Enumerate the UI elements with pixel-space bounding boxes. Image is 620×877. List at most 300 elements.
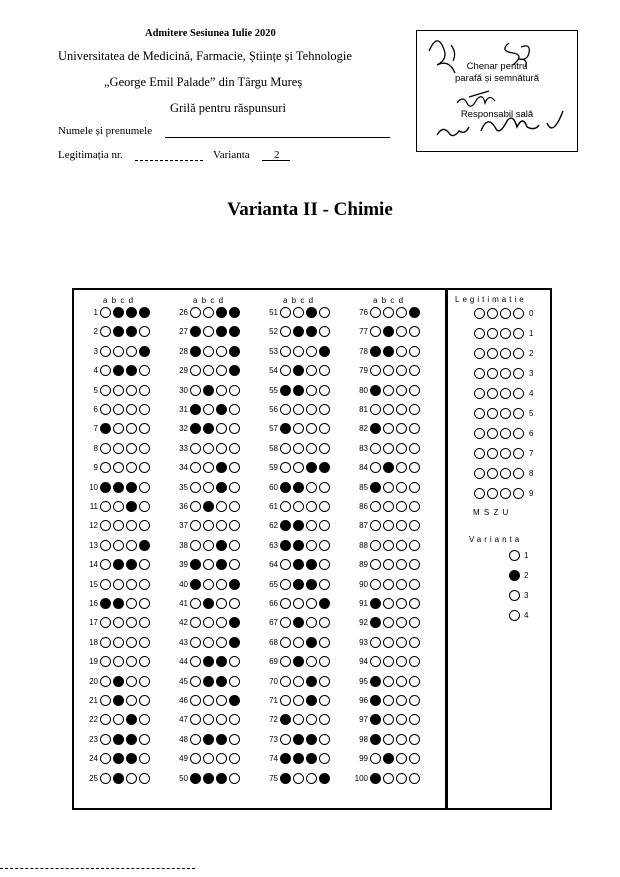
answer-bubble[interactable] (216, 501, 227, 512)
answer-bubble[interactable] (409, 443, 420, 454)
answer-bubble[interactable] (139, 695, 150, 706)
answer-bubble[interactable] (370, 385, 381, 396)
answer-bubble[interactable] (229, 676, 240, 687)
answer-bubble[interactable] (126, 501, 137, 512)
answer-bubble[interactable] (216, 307, 227, 318)
answer-bubble[interactable] (306, 482, 317, 493)
answer-bubble[interactable] (216, 443, 227, 454)
question-number: 12 (89, 521, 98, 531)
answer-bubble[interactable] (190, 579, 201, 590)
answer-bubble[interactable] (370, 307, 381, 318)
answer-bubble[interactable] (203, 482, 214, 493)
answer-bubble[interactable] (319, 637, 330, 648)
answer-bubble[interactable] (383, 501, 394, 512)
answer-bubble[interactable] (190, 598, 201, 609)
legitimatie-bubble[interactable] (500, 408, 511, 419)
answer-bubble[interactable] (139, 598, 150, 609)
answer-bubble[interactable] (113, 598, 124, 609)
answer-bubble[interactable] (370, 404, 381, 415)
answer-bubble[interactable] (396, 734, 407, 745)
answer-bubble[interactable] (293, 307, 304, 318)
legitimatie-bubble[interactable] (500, 468, 511, 479)
answer-bubble[interactable] (319, 346, 330, 357)
answer-bubble[interactable] (370, 773, 381, 784)
answer-bubble[interactable] (203, 773, 214, 784)
legitimatie-bubble[interactable] (513, 488, 524, 499)
answer-bubble[interactable] (319, 385, 330, 396)
answer-bubble[interactable] (203, 734, 214, 745)
legitimatie-bubble[interactable] (500, 428, 511, 439)
answer-bubble[interactable] (100, 346, 111, 357)
question-number: 3 (93, 346, 98, 356)
answer-bubble[interactable] (409, 579, 420, 590)
legitimatie-bubble[interactable] (500, 348, 511, 359)
answer-bubble[interactable] (409, 734, 420, 745)
answer-bubble[interactable] (306, 598, 317, 609)
answer-bubble[interactable] (396, 579, 407, 590)
answer-bubble[interactable] (280, 443, 291, 454)
answer-bubble[interactable] (100, 695, 111, 706)
answer-bubble[interactable] (319, 404, 330, 415)
answer-bubble[interactable] (280, 579, 291, 590)
answer-bubble[interactable] (383, 540, 394, 551)
answer-bubble[interactable] (126, 346, 137, 357)
answer-bubble[interactable] (383, 307, 394, 318)
answer-bubble[interactable] (409, 676, 420, 687)
answer-bubble[interactable] (203, 346, 214, 357)
legitimatie-digit: 9 (529, 489, 534, 498)
legitimatie-bubble[interactable] (513, 308, 524, 319)
answer-bubble[interactable] (396, 443, 407, 454)
answer-bubble[interactable] (319, 598, 330, 609)
legitimatie-bubble[interactable] (474, 308, 485, 319)
answer-bubble[interactable] (229, 443, 240, 454)
answer-bubble[interactable] (306, 307, 317, 318)
answer-bubble[interactable] (113, 676, 124, 687)
answer-bubble[interactable] (100, 482, 111, 493)
answer-bubble[interactable] (370, 695, 381, 706)
answer-bubble[interactable] (383, 346, 394, 357)
legitimatie-digit: 2 (529, 349, 534, 358)
answer-bubble[interactable] (113, 404, 124, 415)
answer-bubble[interactable] (190, 676, 201, 687)
answer-bubble[interactable] (190, 637, 201, 648)
answer-bubble[interactable] (113, 385, 124, 396)
answer-bubble[interactable] (293, 540, 304, 551)
answer-bubble[interactable] (100, 773, 111, 784)
answer-bubble[interactable] (216, 676, 227, 687)
answer-bubble[interactable] (126, 637, 137, 648)
answer-bubble[interactable] (216, 579, 227, 590)
answer-bubble[interactable] (229, 773, 240, 784)
legitimatie-bubble[interactable] (474, 368, 485, 379)
answer-bubble[interactable] (319, 695, 330, 706)
answer-bubble[interactable] (113, 482, 124, 493)
answer-bubble[interactable] (100, 579, 111, 590)
stamp-line2: parafă și semnătură (455, 73, 539, 84)
answer-bubble[interactable] (203, 598, 214, 609)
answer-bubble[interactable] (126, 598, 137, 609)
answer-bubble[interactable] (383, 482, 394, 493)
answer-bubble[interactable] (190, 307, 201, 318)
answer-bubble[interactable] (100, 637, 111, 648)
answer-bubble[interactable] (409, 346, 420, 357)
legitimatie-bubble[interactable] (487, 388, 498, 399)
legitimatie-bubble[interactable] (500, 328, 511, 339)
answer-bubble[interactable] (280, 676, 291, 687)
answer-bubble[interactable] (190, 734, 201, 745)
answer-bubble[interactable] (293, 346, 304, 357)
answer-bubble[interactable] (203, 695, 214, 706)
answer-bubble[interactable] (203, 404, 214, 415)
answer-bubble[interactable] (319, 482, 330, 493)
answer-bubble[interactable] (216, 734, 227, 745)
answer-bubble[interactable] (396, 482, 407, 493)
varianta-label: 4 (524, 611, 529, 620)
answer-bubble[interactable] (203, 637, 214, 648)
answer-bubble[interactable] (203, 540, 214, 551)
answer-bubble[interactable] (216, 482, 227, 493)
answer-bubble[interactable] (190, 385, 201, 396)
answer-bubble[interactable] (190, 501, 201, 512)
question-number: 89 (359, 560, 368, 570)
answer-bubble[interactable] (293, 676, 304, 687)
answer-bubble[interactable] (126, 540, 137, 551)
answer-bubble[interactable] (216, 346, 227, 357)
answer-bubble[interactable] (396, 385, 407, 396)
answer-bubble[interactable] (216, 540, 227, 551)
answer-bubble[interactable] (113, 307, 124, 318)
legitimatie-bubble[interactable] (500, 388, 511, 399)
answer-bubble[interactable] (319, 307, 330, 318)
answer-bubble[interactable] (190, 482, 201, 493)
answer-bubble[interactable] (216, 773, 227, 784)
answer-bubble[interactable] (396, 346, 407, 357)
answer-bubble[interactable] (396, 307, 407, 318)
legitimatie-bubble[interactable] (513, 408, 524, 419)
legitimatie-bubble[interactable] (474, 448, 485, 459)
answer-bubble[interactable] (306, 637, 317, 648)
answer-bubble[interactable] (409, 637, 420, 648)
answer-bubble[interactable] (100, 501, 111, 512)
answer-bubble[interactable] (280, 307, 291, 318)
answer-bubble[interactable] (113, 579, 124, 590)
legitimatie-bubble[interactable] (487, 448, 498, 459)
answer-bubble[interactable] (409, 540, 420, 551)
answer-bubble[interactable] (126, 734, 137, 745)
answer-bubble[interactable] (396, 773, 407, 784)
answer-bubble[interactable] (409, 404, 420, 415)
answer-bubble[interactable] (216, 385, 227, 396)
answer-bubble[interactable] (409, 501, 420, 512)
answer-bubble[interactable] (203, 385, 214, 396)
answer-bubble[interactable] (229, 734, 240, 745)
answer-bubble[interactable] (190, 346, 201, 357)
answer-bubble[interactable] (126, 404, 137, 415)
answer-bubble[interactable] (113, 540, 124, 551)
answer-bubble[interactable] (229, 501, 240, 512)
answer-bubble[interactable] (409, 482, 420, 493)
answer-bubble[interactable] (126, 307, 137, 318)
answer-bubble[interactable] (370, 598, 381, 609)
name-field[interactable] (165, 137, 390, 138)
legitimatie-bubble[interactable] (474, 428, 485, 439)
legitimatie-bubble[interactable] (474, 468, 485, 479)
answer-bubble[interactable] (306, 676, 317, 687)
answer-bubble[interactable] (306, 501, 317, 512)
answer-bubble[interactable] (203, 443, 214, 454)
legitimatie-bubble[interactable] (487, 348, 498, 359)
answer-bubble[interactable] (190, 773, 201, 784)
answer-bubble[interactable] (100, 404, 111, 415)
answer-bubble[interactable] (306, 540, 317, 551)
legitimatie-bubble[interactable] (500, 308, 511, 319)
question-number: 92 (359, 618, 368, 628)
legitimatie-bubble[interactable] (474, 488, 485, 499)
varianta-bubble[interactable] (509, 590, 520, 601)
legitimatie-bubble[interactable] (487, 468, 498, 479)
answer-bubble[interactable] (139, 385, 150, 396)
answer-bubble[interactable] (139, 346, 150, 357)
answer-bubble[interactable] (306, 773, 317, 784)
answer-bubble[interactable] (280, 773, 291, 784)
answer-bubble[interactable] (229, 404, 240, 415)
answer-bubble[interactable] (280, 695, 291, 706)
answer-bubble[interactable] (126, 482, 137, 493)
answer-bubble[interactable] (190, 540, 201, 551)
answer-bubble[interactable] (113, 637, 124, 648)
legitimatie-bubble[interactable] (474, 328, 485, 339)
answer-bubble[interactable] (126, 695, 137, 706)
answer-bubble[interactable] (293, 598, 304, 609)
answer-bubble[interactable] (396, 676, 407, 687)
answer-bubble[interactable] (319, 540, 330, 551)
answer-bubble[interactable] (319, 773, 330, 784)
legitimatie-bubble[interactable] (513, 468, 524, 479)
answer-bubble[interactable] (409, 307, 420, 318)
answer-bubble[interactable] (396, 695, 407, 706)
answer-bubble[interactable] (190, 404, 201, 415)
answer-bubble[interactable] (126, 773, 137, 784)
answer-bubble[interactable] (139, 540, 150, 551)
legitimatie-bubble[interactable] (474, 388, 485, 399)
answer-bubble[interactable] (113, 443, 124, 454)
legitimatie-bubble[interactable] (474, 408, 485, 419)
legitimatie-bubble[interactable] (487, 488, 498, 499)
varianta-bubble[interactable] (509, 550, 520, 561)
answer-bubble[interactable] (126, 385, 137, 396)
answer-bubble[interactable] (293, 443, 304, 454)
answer-bubble[interactable] (216, 404, 227, 415)
answer-bubble[interactable] (139, 307, 150, 318)
answer-bubble[interactable] (383, 734, 394, 745)
legitimatie-bubble[interactable] (513, 348, 524, 359)
answer-bubble[interactable] (383, 385, 394, 396)
answer-bubble[interactable] (319, 676, 330, 687)
question-number: 72 (269, 715, 278, 725)
answer-bubble[interactable] (229, 598, 240, 609)
id-field[interactable] (135, 160, 203, 161)
answer-bubble[interactable] (409, 598, 420, 609)
answer-bubble[interactable] (216, 637, 227, 648)
answer-bubble[interactable] (383, 676, 394, 687)
answer-bubble[interactable] (293, 385, 304, 396)
answer-bubble[interactable] (126, 579, 137, 590)
answer-bubble[interactable] (280, 385, 291, 396)
answer-bubble[interactable] (306, 404, 317, 415)
answer-bubble[interactable] (383, 404, 394, 415)
answer-bubble[interactable] (139, 443, 150, 454)
legitimatie-bubble[interactable] (513, 388, 524, 399)
answer-bubble[interactable] (370, 637, 381, 648)
answer-bubble[interactable] (139, 773, 150, 784)
answer-bubble[interactable] (100, 443, 111, 454)
legitimatie-bubble[interactable] (487, 328, 498, 339)
answer-bubble[interactable] (100, 734, 111, 745)
answer-bubble[interactable] (293, 734, 304, 745)
answer-bubble[interactable] (383, 773, 394, 784)
answer-bubble[interactable] (139, 579, 150, 590)
answer-bubble[interactable] (383, 579, 394, 590)
answer-bubble[interactable] (306, 579, 317, 590)
answer-bubble[interactable] (293, 695, 304, 706)
question-number: 39 (179, 560, 188, 570)
legitimatie-bubble[interactable] (513, 448, 524, 459)
answer-bubble[interactable] (306, 385, 317, 396)
question-number: 74 (269, 754, 278, 764)
answer-bubble[interactable] (139, 482, 150, 493)
answer-bubble[interactable] (280, 482, 291, 493)
answer-bubble[interactable] (293, 773, 304, 784)
answer-bubble[interactable] (229, 695, 240, 706)
answer-bubble[interactable] (383, 443, 394, 454)
answer-bubble[interactable] (216, 695, 227, 706)
answer-bubble[interactable] (306, 734, 317, 745)
legitimatie-bubble[interactable] (500, 368, 511, 379)
legitimatie-bubble[interactable] (487, 428, 498, 439)
answer-bubble[interactable] (113, 773, 124, 784)
answer-bubble[interactable] (190, 443, 201, 454)
answer-bubble[interactable] (306, 695, 317, 706)
answer-bubble[interactable] (396, 540, 407, 551)
answer-bubble[interactable] (319, 734, 330, 745)
answer-bubble[interactable] (370, 482, 381, 493)
answer-bubble[interactable] (203, 501, 214, 512)
legitimatie-bubble[interactable] (500, 448, 511, 459)
answer-bubble[interactable] (370, 734, 381, 745)
answer-bubble[interactable] (100, 540, 111, 551)
answer-bubble[interactable] (293, 579, 304, 590)
varianta-bubble[interactable] (509, 570, 520, 581)
legitimatie-bubble[interactable] (487, 308, 498, 319)
answer-bubble[interactable] (229, 540, 240, 551)
answer-bubble[interactable] (229, 307, 240, 318)
answer-bubble[interactable] (229, 385, 240, 396)
answer-bubble[interactable] (113, 695, 124, 706)
question-number: 34 (179, 463, 188, 473)
answer-bubble[interactable] (280, 637, 291, 648)
answer-bubble[interactable] (100, 385, 111, 396)
answer-bubble[interactable] (370, 540, 381, 551)
answer-bubble[interactable] (139, 501, 150, 512)
answer-bubble[interactable] (306, 443, 317, 454)
legitimatie-bubble[interactable] (513, 428, 524, 439)
answer-bubble[interactable] (280, 598, 291, 609)
answer-bubble[interactable] (216, 598, 227, 609)
answer-bubble[interactable] (139, 637, 150, 648)
answer-bubble[interactable] (280, 540, 291, 551)
answer-bubble[interactable] (100, 676, 111, 687)
legitimatie-bubble[interactable] (513, 328, 524, 339)
answer-bubble[interactable] (113, 346, 124, 357)
answer-bubble[interactable] (293, 501, 304, 512)
varianta-bubble[interactable] (509, 610, 520, 621)
answer-bubble[interactable] (293, 637, 304, 648)
question-number: 82 (359, 424, 368, 434)
answer-bubble[interactable] (113, 501, 124, 512)
answer-bubble[interactable] (113, 734, 124, 745)
answer-bubble[interactable] (293, 404, 304, 415)
answer-bubble[interactable] (319, 501, 330, 512)
answer-bubble[interactable] (229, 346, 240, 357)
answer-bubble[interactable] (370, 346, 381, 357)
answer-bubble[interactable] (100, 307, 111, 318)
answer-bubble[interactable] (126, 443, 137, 454)
legitimatie-bubble[interactable] (500, 488, 511, 499)
answer-bubble[interactable] (383, 637, 394, 648)
legitimatie-bubble[interactable] (513, 368, 524, 379)
answer-bubble[interactable] (396, 404, 407, 415)
answer-bubble[interactable] (100, 598, 111, 609)
answer-bubble[interactable] (280, 501, 291, 512)
answer-bubble[interactable] (396, 501, 407, 512)
answer-bubble[interactable] (383, 695, 394, 706)
answer-bubble[interactable] (409, 773, 420, 784)
legitimatie-bubble[interactable] (487, 408, 498, 419)
answer-bubble[interactable] (126, 676, 137, 687)
answer-bubble[interactable] (280, 404, 291, 415)
answer-bubble[interactable] (370, 579, 381, 590)
answer-bubble[interactable] (370, 676, 381, 687)
answer-bubble[interactable] (229, 579, 240, 590)
answer-bubble[interactable] (280, 346, 291, 357)
answer-bubble[interactable] (203, 579, 214, 590)
answer-bubble[interactable] (139, 404, 150, 415)
question-number: 23 (89, 734, 98, 744)
answer-bubble[interactable] (293, 482, 304, 493)
answer-bubble[interactable] (139, 734, 150, 745)
answer-bubble[interactable] (409, 695, 420, 706)
answer-bubble[interactable] (229, 482, 240, 493)
answer-bubble[interactable] (229, 637, 240, 648)
answer-bubble[interactable] (396, 637, 407, 648)
answer-bubble[interactable] (383, 598, 394, 609)
answer-bubble[interactable] (370, 443, 381, 454)
answer-bubble[interactable] (203, 676, 214, 687)
answer-bubble[interactable] (396, 598, 407, 609)
answer-bubble[interactable] (280, 734, 291, 745)
answer-bubble[interactable] (319, 443, 330, 454)
answer-bubble[interactable] (370, 501, 381, 512)
answer-bubble[interactable] (319, 579, 330, 590)
legitimatie-bubble[interactable] (487, 368, 498, 379)
answer-bubble[interactable] (409, 385, 420, 396)
answer-bubble[interactable] (203, 307, 214, 318)
answer-bubble[interactable] (306, 346, 317, 357)
legitimatie-bubble[interactable] (474, 348, 485, 359)
answer-bubble[interactable] (139, 676, 150, 687)
answer-bubble[interactable] (190, 695, 201, 706)
